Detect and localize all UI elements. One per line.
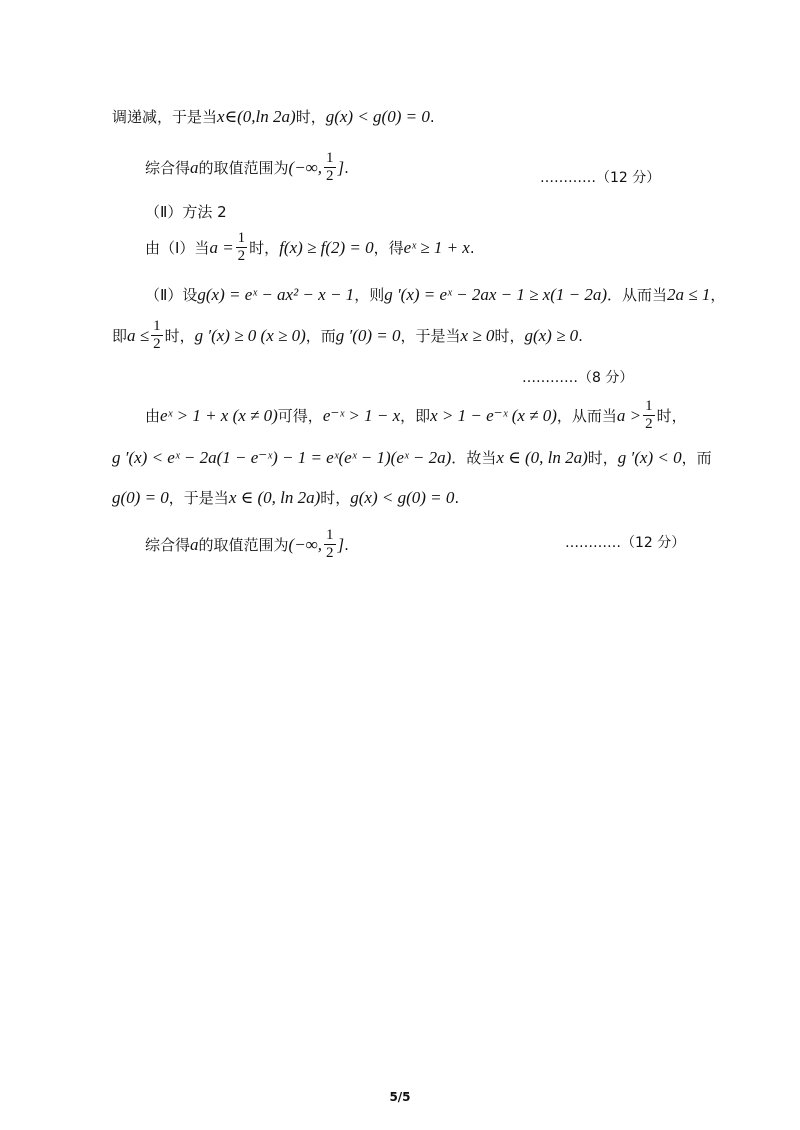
line-9-math-b: x ∈ (0, ln 2a) (228, 487, 321, 507)
text-line-4 (145, 230, 475, 265)
line-7-text-d: ，从而当 (556, 407, 617, 425)
line-7-fraction (643, 398, 655, 433)
line-5-math-a: g(x) = eˣ − ax² − x − 1 (197, 284, 355, 304)
line-4-text-d: . (469, 238, 475, 257)
line-8-math-a: g ′(x) < eˣ − 2a(1 − e⁻ˣ) − 1 = eˣ(eˣ − 1)(eˣ − 2a) (112, 447, 452, 467)
line-5-text-c: ．从而当 (607, 286, 668, 304)
score-marker-2: …………（8 分） (522, 370, 634, 386)
line-2-text-c: . (344, 158, 349, 177)
line-5-text-d: ， (710, 286, 726, 304)
fraction-denominator: 2 (153, 336, 161, 352)
line-7-math-b: e⁻ˣ > 1 − x (322, 405, 401, 425)
line-4-fraction (236, 230, 248, 265)
line-4-text-a: 由（Ⅰ）当 (145, 239, 210, 257)
line-8-text-b: 时， (587, 449, 618, 467)
line-4-text-c: ，得 (373, 239, 404, 257)
line-2-text-a: 综合得 (145, 159, 191, 177)
fraction-numerator: 1 (153, 318, 161, 334)
text-line-7 (145, 398, 687, 433)
fraction-numerator: 1 (326, 150, 334, 166)
line-10-var: a (190, 534, 199, 554)
line-6-math-e: g(x) ≥ 0 (524, 325, 579, 345)
text-line-5 (145, 284, 725, 305)
line-6-fraction (151, 318, 163, 353)
score-marker-1: …………（12 分） (540, 170, 661, 186)
line-1-text-a: 调递减，于是当 (112, 108, 218, 126)
line-2-text-b: 的取值范围为 (198, 159, 289, 177)
line-8-text-a: ．故当 (451, 449, 497, 467)
line-10-interval-close: ] (337, 534, 345, 554)
text-line-2 (145, 150, 349, 185)
line-6-text-b: 时， (164, 327, 195, 345)
line-7-math-c: x > 1 − e⁻ˣ (x ≠ 0) (430, 405, 557, 425)
line-4-text-b: 时， (249, 239, 280, 257)
line-6-text-d: ，于是当 (400, 327, 461, 345)
line-8-text-c: ，而 (681, 449, 712, 467)
fraction-denominator: 2 (326, 168, 334, 184)
line-9-text-c: . (454, 488, 460, 507)
line-7-text-b: 可得， (277, 407, 323, 425)
text-line-10 (145, 527, 349, 562)
line-8-math-c: g ′(x) < 0 (617, 447, 682, 467)
line-6-text-f: . (578, 326, 583, 345)
line-1-math-a: x∈(0,ln 2a) (217, 106, 296, 126)
line-10-text-b: 的取值范围为 (198, 536, 289, 554)
line-9-math-a: g(0) = 0 (112, 487, 169, 507)
line-9-math-c: g(x) < g(0) = 0 (350, 487, 455, 507)
line-2-interval-open: (−∞, (288, 157, 323, 177)
line-5-math-b: g ′(x) = eˣ − 2ax − 1 ≥ x(1 − 2a) (384, 284, 608, 304)
page-number: 5/5 (389, 1090, 411, 1104)
line-1-text-b: 时， (295, 108, 326, 126)
line-9-text-b: 时， (320, 489, 351, 507)
line-6-math-a: a ≤ (127, 325, 150, 345)
line-6-text-e: 时， (494, 327, 525, 345)
line-7-text-a: 由 (145, 407, 161, 425)
fraction-numerator: 1 (326, 527, 334, 543)
fraction-denominator: 2 (237, 248, 246, 264)
line-5-text-a: （Ⅱ）设 (145, 286, 198, 304)
line-6-math-d: x ≥ 0 (460, 325, 495, 345)
line-2-interval-close: ] (337, 157, 345, 177)
line-6-text-a: 即 (112, 327, 128, 345)
line-9-text-a: ，于是当 (168, 489, 229, 507)
text-line-9 (112, 487, 459, 508)
line-10-text-a: 综合得 (145, 536, 191, 554)
line-7-text-c: ，即 (400, 407, 431, 425)
line-6-math-c: g ′(0) = 0 (335, 325, 401, 345)
line-5-math-c: 2a ≤ 1 (667, 284, 711, 304)
fraction-numerator: 1 (645, 398, 653, 414)
line-10-fraction (324, 527, 336, 562)
text-line-1 (112, 106, 435, 127)
line-7-text-e: 时， (656, 407, 687, 425)
fraction-numerator: 1 (237, 230, 246, 246)
line-8-math-b: x ∈ (0, ln 2a) (496, 447, 588, 467)
line-4-math-c: eˣ ≥ 1 + x (403, 237, 470, 257)
line-2-fraction (324, 150, 336, 185)
line-6-text-c: ，而 (305, 327, 336, 345)
score-marker-3: …………（12 分） (565, 535, 686, 551)
text-line-6 (112, 318, 583, 353)
fraction-denominator: 2 (645, 416, 653, 432)
line-5-text-b: ，则 (354, 286, 385, 304)
line-1-math-b: g(x) < g(0) = 0 (325, 106, 430, 126)
line-10-text-c: . (344, 535, 349, 554)
text-line-8 (112, 447, 712, 468)
line-4-math-b: f(x) ≥ f(2) = 0 (279, 237, 374, 257)
line-1-text-c: . (429, 107, 435, 126)
line-4-math-a: a = (209, 237, 234, 257)
fraction-denominator: 2 (326, 545, 334, 561)
line-7-math-d: a > (616, 405, 642, 425)
section-heading: （Ⅱ）方法 2 (145, 203, 227, 221)
line-6-math-b: g ′(x) ≥ 0 (x ≥ 0) (194, 325, 306, 345)
line-7-math-a: eˣ > 1 + x (x ≠ 0) (160, 405, 278, 425)
line-10-interval-open: (−∞, (288, 534, 323, 554)
line-2-var: a (190, 157, 199, 177)
text-line-3 (145, 201, 227, 222)
